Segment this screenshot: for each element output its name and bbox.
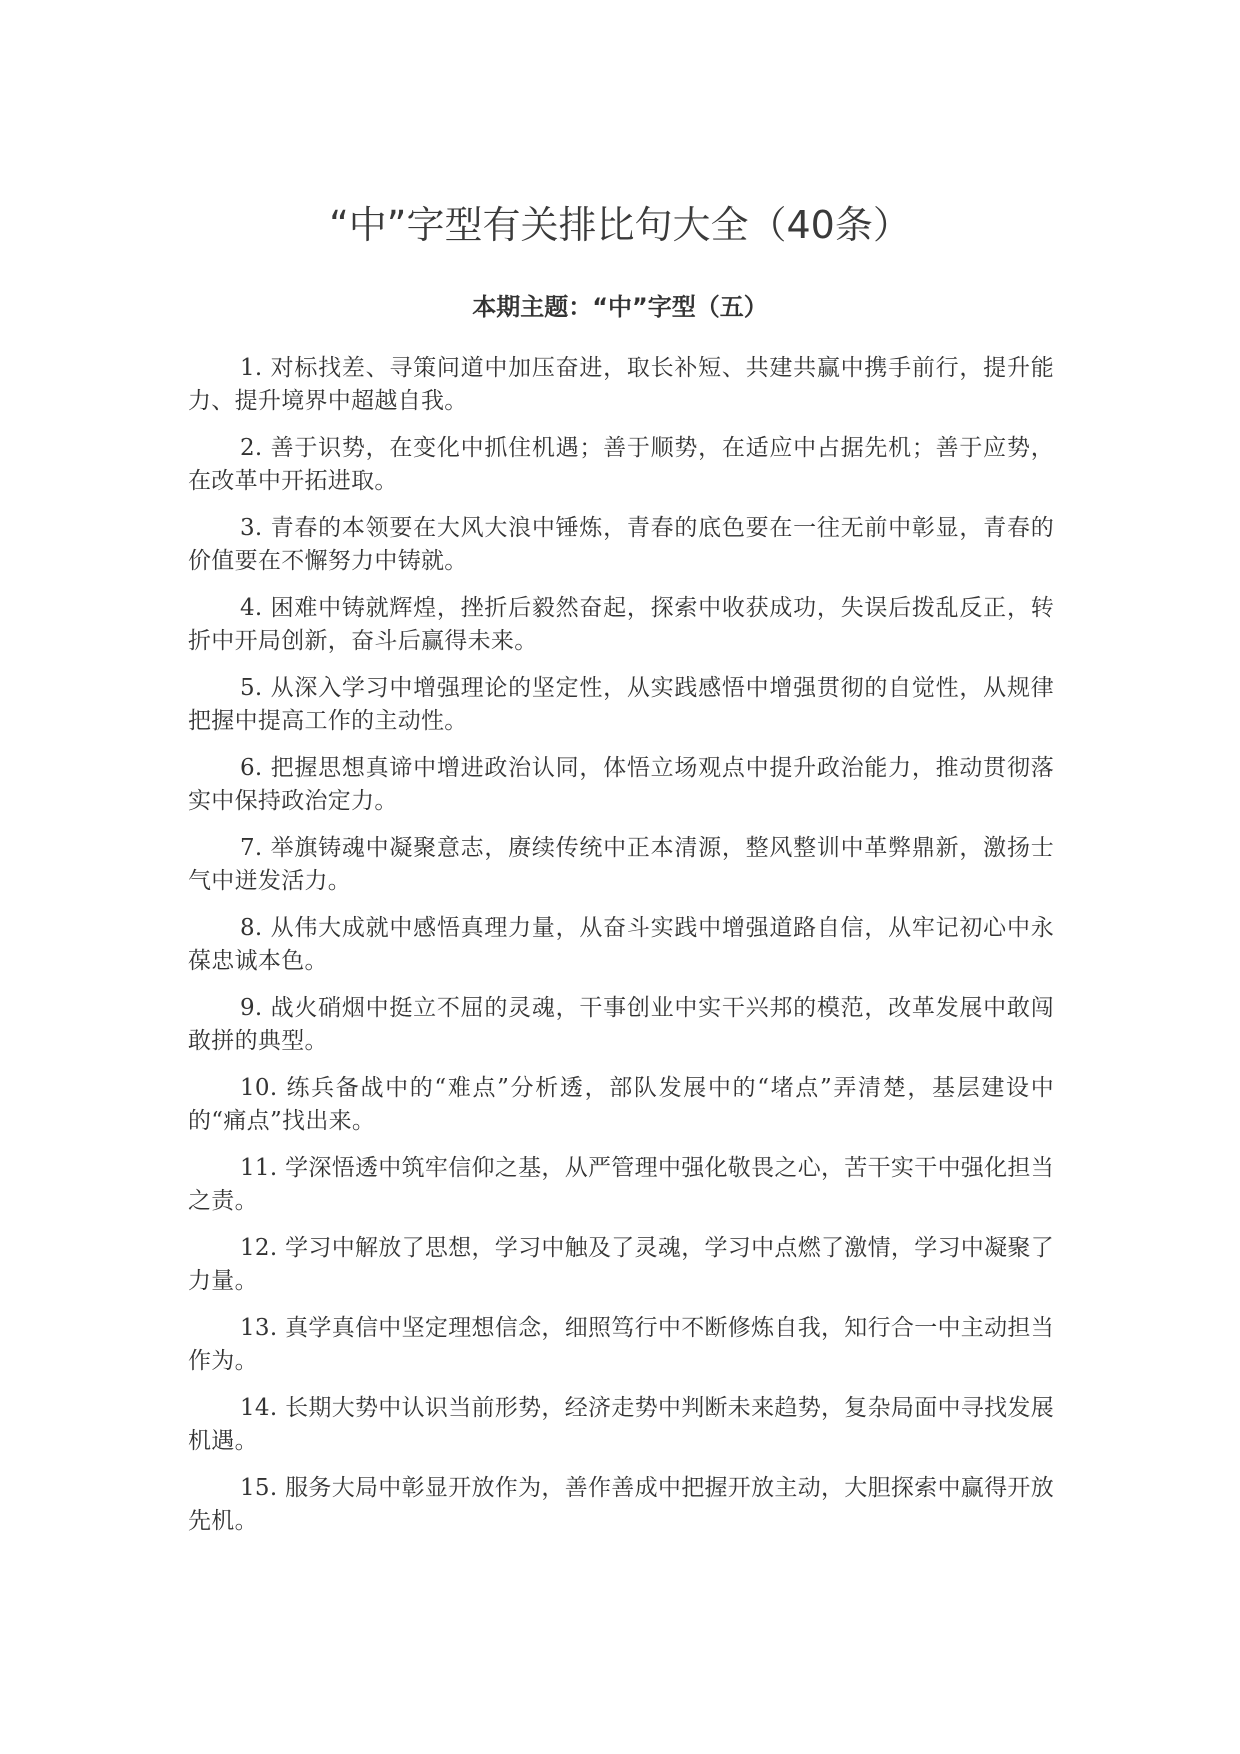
list-item: 1. 对标找差、寻策问道中加压奋进，取长补短、共建共赢中携手前行，提升能力、提升境界中超越自我。 xyxy=(188,355,1054,414)
list-item: 7. 举旗铸魂中凝聚意志，赓续传统中正本清源，整风整训中革弊鼎新，激扬士气中迸发活力。 xyxy=(188,835,1054,894)
list-item: 9. 战火硝烟中挺立不屈的灵魂，干事创业中实干兴邦的模范，改革发展中敢闯敢拼的典型。 xyxy=(188,995,1054,1054)
list-item: 8. 从伟大成就中感悟真理力量，从奋斗实践中增强道路自信，从牢记初心中永葆忠诚本色。 xyxy=(188,915,1054,974)
list-item: 4. 困难中铸就辉煌，挫折后毅然奋起，探索中收获成功，失误后拨乱反正，转折中开局创新，奋斗后赢得未来。 xyxy=(188,595,1054,654)
list-item: 11. 学深悟透中筑牢信仰之基，从严管理中强化敬畏之心，苦干实干中强化担当之责。 xyxy=(188,1155,1054,1214)
list-item: 10. 练兵备战中的“难点”分析透，部队发展中的“堵点”弄清楚，基层建设中的“痛点”找出来。 xyxy=(188,1075,1054,1134)
list-item: 6. 把握思想真谛中增进政治认同，体悟立场观点中提升政治能力，推动贯彻落实中保持政治定力。 xyxy=(188,755,1054,814)
list-item: 3. 青春的本领要在大风大浪中锤炼，青春的底色要在一往无前中彰显，青春的价值要在不懈努力中铸就。 xyxy=(188,515,1054,574)
list-item: 2. 善于识势，在变化中抓住机遇；善于顺势，在适应中占据先机；善于应势，在改革中开拓进取。 xyxy=(188,435,1054,494)
list-item: 13. 真学真信中坚定理想信念，细照笃行中不断修炼自我，知行合一中主动担当作为。 xyxy=(188,1315,1054,1374)
list-item: 12. 学习中解放了思想，学习中触及了灵魂，学习中点燃了激情，学习中凝聚了力量。 xyxy=(188,1235,1054,1294)
list-item: 15. 服务大局中彰显开放作为，善作善成中把握开放主动，大胆探索中赢得开放先机。 xyxy=(188,1475,1054,1534)
sentence-list xyxy=(188,352,1054,1552)
list-item: 14. 长期大势中认识当前形势，经济走势中判断未来趋势，复杂局面中寻找发展机遇。 xyxy=(188,1395,1054,1454)
document-subtitle: 本期主题：“中”字型（五） xyxy=(472,293,768,321)
list-item: 5. 从深入学习中增强理论的坚定性，从实践感悟中增强贯彻的自觉性，从规律把握中提高工作的主动性。 xyxy=(188,675,1054,734)
document-title: “中”字型有关排比句大全（40条） xyxy=(329,203,911,247)
